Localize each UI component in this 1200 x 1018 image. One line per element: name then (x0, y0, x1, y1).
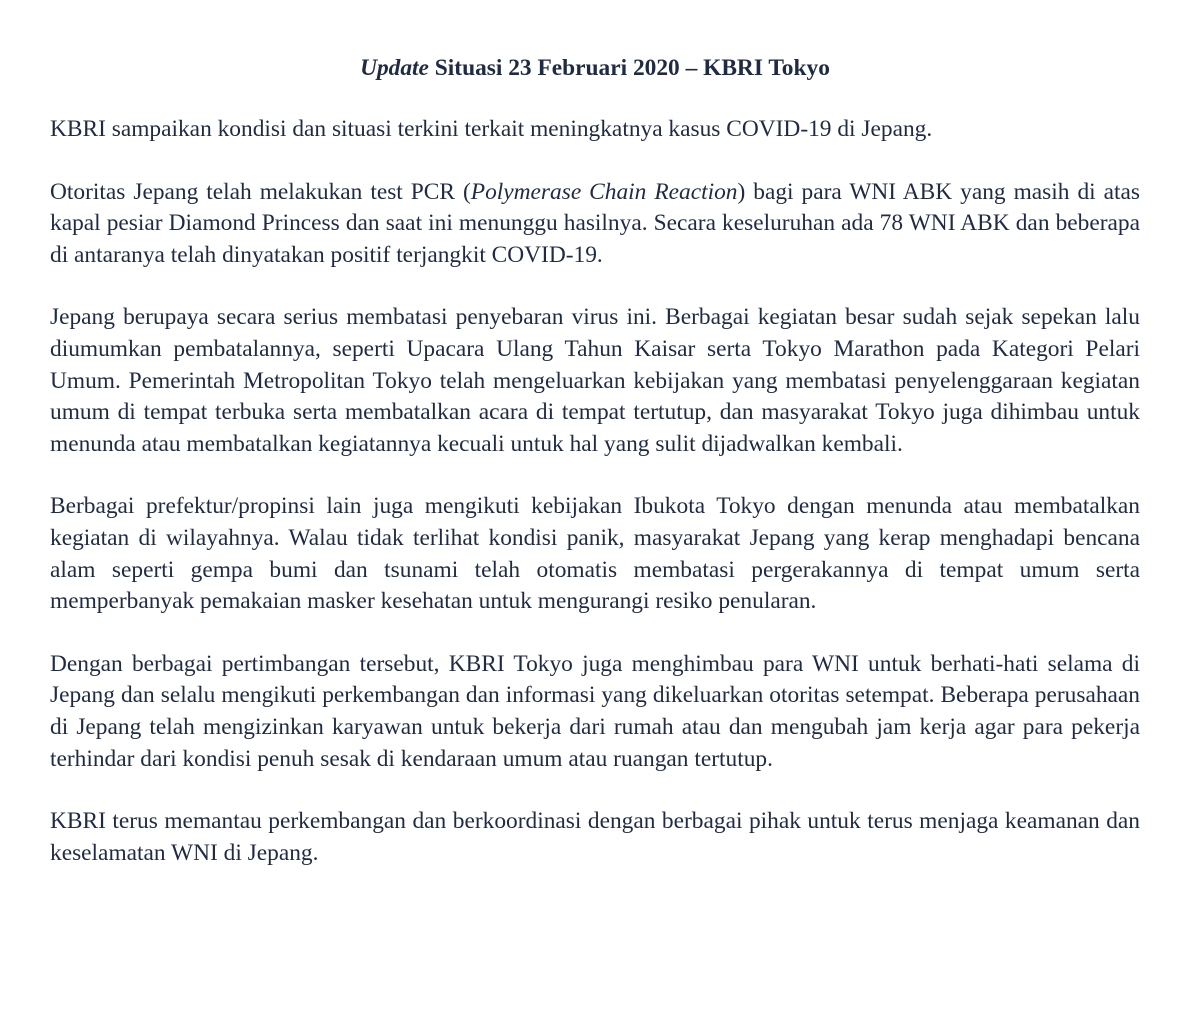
paragraph-pcr-test (50, 177, 1140, 272)
paragraph-pcr-text-before: Otoritas Jepang telah melakukan test PCR ( (50, 178, 471, 205)
paragraph-advice: Dengan berbagai pertimbangan tersebut, KBRI Tokyo juga menghimbau para WNI untuk berhati-hati selama di Jepang dan selalu mengikuti perkembangan dan informasi yang dikeluarkan otoritas setempat. Beberapa perusahaan di Jepang telah mengizinkan karyawan untuk bekerja dari rumah atau dan mengubah jam kerja agar para pekerja terhindar dari kondisi penuh sesak di kendaraan umum atau ruangan tertutup. (50, 650, 1140, 772)
paragraph-pcr-text-after: ) bagi para WNI ABK yang masih di atas kapal pesiar Diamond Princess dan saat ini menunggu hasilnya. Secara keseluruhan ada 78 WNI ABK dan beberapa di antaranya telah dinyatakan positif terjangkit COVID-19. (50, 178, 1141, 268)
paragraph-monitoring: KBRI terus memantau perkembangan dan berkoordinasi dengan berbagai pihak untuk terus menjaga keamanan dan keselamatan WNI di Jepang. (50, 808, 1140, 866)
paragraph-prefectures: Berbagai prefektur/propinsi lain juga mengikuti kebijakan Ibukota Tokyo dengan menunda atau membatalkan kegiatan di wilayahnya. Walau tidak terlihat kondisi panik, masyarakat Jepang yang kerap menghadapi bencana alam seperti gempa bumi dan tsunami telah otomatis membatasi pergerakannya di tempat umum serta memperbanyak pemakaian masker kesehatan untuk mengurangi resiko penularan. (50, 493, 1140, 615)
paragraph-restrictions: Jepang berupaya secara serius membatasi penyebaran virus ini. Berbagai kegiatan besar sudah sejak sepekan lalu diumumkan pembatalannya, seperti Upacara Ulang Tahun Kaisar serta Tokyo Marathon pada Kategori Pelari Umum. Pemerintah Metropolitan Tokyo telah mengeluarkan kebijakan yang membatasi penyelenggaraan kegiatan umum di tempat terbuka serta membatalkan acara di tempat tertutup, dan masyarakat Tokyo juga dihimbau untuk menunda atau membatalkan kegiatannya kecuali untuk hal yang sulit dijadwalkan kembali. (50, 304, 1140, 457)
title-rest: Situasi 23 Februari 2020 – KBRI Tokyo (428, 55, 830, 81)
title-italic-word: Update (360, 55, 429, 81)
paragraph-pcr-italic-term: Polymerase Chain Reaction (470, 178, 738, 205)
document-title (50, 52, 1140, 84)
paragraph-intro: KBRI sampaikan kondisi dan situasi terkini terkait meningkatnya kasus COVID-19 di Jepang. (50, 116, 933, 142)
